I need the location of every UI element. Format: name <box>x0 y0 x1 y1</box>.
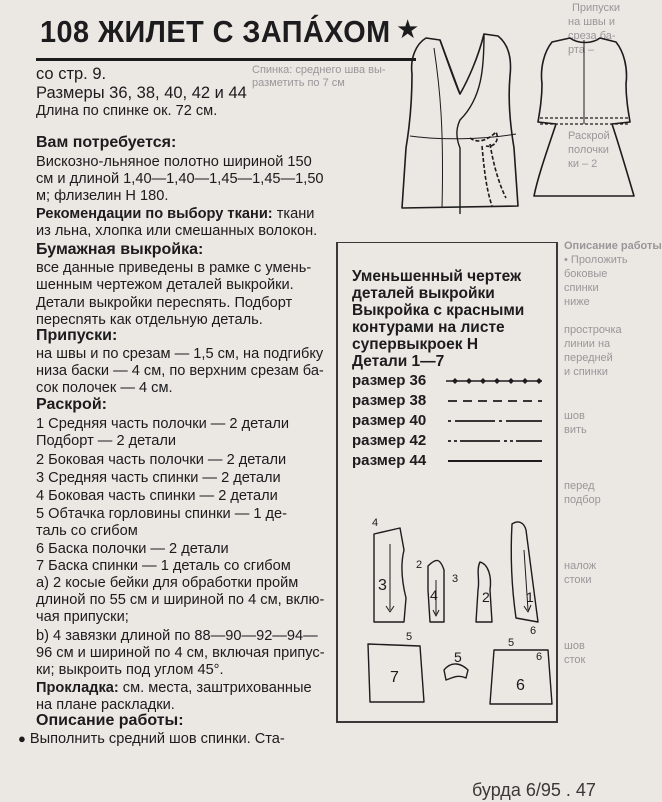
bleed-right-line: перед <box>564 480 595 492</box>
vest-front-neckline <box>440 40 460 94</box>
pattern-piece-number: 5 <box>508 637 515 649</box>
cutting-item: таль со сгибом <box>36 523 138 539</box>
bleed-right-line: линии на <box>564 338 611 350</box>
size-36-line-sample <box>444 374 544 388</box>
diagram-title-line: Детали 1—7 <box>352 353 445 370</box>
sizes-line: Размеры 36, 38, 40, 42 и 44 <box>36 84 247 102</box>
bleed-right-line: ки – 2 <box>568 158 598 170</box>
bleed-right-line: ниже <box>564 296 590 308</box>
fabric-heading: Рекомендации по выбору ткани: <box>36 206 273 222</box>
bleed-right-line: передней <box>564 352 613 364</box>
vest-back-illustration <box>530 28 638 198</box>
interfacing-heading-line <box>36 680 312 696</box>
pattern-line: все данные приведены в рамке с умень- <box>36 260 312 276</box>
vest-front-illustration <box>398 28 534 224</box>
size-38-line-sample <box>444 394 544 408</box>
size-legend-label: размер 38 <box>352 392 427 409</box>
length-line: Длина по спинке ок. 72 см. <box>36 103 218 119</box>
cutting-item: 6 Баска полочки — 2 детали <box>36 541 229 557</box>
size-40-line-sample <box>444 414 544 428</box>
bleed-right-line: полочки <box>568 144 609 156</box>
pattern-piece-3-grain <box>386 544 394 612</box>
work-heading: Описание работы: <box>36 712 184 729</box>
bleed-right-line: подбор <box>564 494 601 506</box>
cutting-item: ки; выкроить под углом 45°. <box>36 662 224 678</box>
cutting-item: b) 4 завязки длиной по 88—90—92—94— <box>36 628 318 644</box>
bleed-right-line: среза ба- <box>568 30 616 42</box>
cutting-item: 7 Баска спинки — 1 деталь со сгибом <box>36 558 291 574</box>
vest-front-wrap-edge <box>457 34 484 214</box>
size-legend-label: размер 40 <box>352 412 427 429</box>
bleed-right-line: Описание работы <box>564 240 662 252</box>
cutting-heading: Раскрой: <box>36 396 107 413</box>
pattern-piece-number: 1 <box>526 589 534 605</box>
bleed-right-line: спинки <box>564 282 599 294</box>
pattern-piece-number: 2 <box>482 589 490 605</box>
materials-line: см и длиной 1,40—1,40—1,45—1,45—1,50 <box>36 171 324 187</box>
pattern-piece-number: 6 <box>536 651 543 663</box>
bleed-right-line: налож <box>564 560 597 572</box>
cutting-item: чая припуски; <box>36 609 129 625</box>
bleed-right-line: рта – <box>568 44 595 56</box>
size-44-line-sample <box>444 454 544 468</box>
materials-line: Вискозно-льняное полотно шириной 150 <box>36 154 312 170</box>
vest-front-tie <box>470 132 506 206</box>
fabric-heading-line <box>36 206 314 222</box>
pattern-piece-5 <box>444 664 468 680</box>
size-42-line-sample <box>444 434 544 448</box>
pattern-line: пересnять как отдельную деталь. <box>36 312 263 328</box>
fabric-line: из льна, хлопка или смешанных волокон. <box>36 223 318 239</box>
diagram-title-line: Уменьшенный чертеж <box>352 268 522 285</box>
pattern-piece-number: 6 <box>530 625 537 637</box>
pattern-piece-number: 3 <box>378 577 387 594</box>
diagram-title-line: деталей выкройки <box>352 285 495 302</box>
bleed-right-line: шов <box>564 640 585 652</box>
pattern-piece-number: 7 <box>390 669 399 686</box>
bleed-right-line: сток <box>564 654 586 666</box>
page-title: 108 ЖИЛЕТ С ЗАПÁХОМ <box>40 14 391 49</box>
allowances-heading: Припуски: <box>36 327 118 344</box>
diagram-title-line: Выкройка с красными <box>352 302 525 319</box>
materials-heading: Вам потребуется: <box>36 134 177 151</box>
cutting-item: 1 Средняя часть полочки — 2 детали <box>36 416 290 432</box>
materials-line: м; флизелин Н 180. <box>36 188 169 204</box>
bleed-left-1: Спинка: среднего шва вы- <box>252 64 386 76</box>
bleed-left-2: разметить по 7 см <box>252 77 345 89</box>
allowances-line: на швы и по срезам — 1,5 см, на подгибку <box>36 346 324 362</box>
page-footer: бурда 6/95 . 47 <box>472 780 596 800</box>
bleed-right-line: на швы и <box>568 16 616 28</box>
bleed-right-line: вить <box>564 424 587 436</box>
diagram-title-line: контурами на листе <box>352 319 505 336</box>
interfacing-heading-tail: см. места, заштрихованные <box>118 680 312 696</box>
pattern-piece-number: 4 <box>430 587 438 603</box>
interfacing-heading: Прокладка: <box>36 680 119 696</box>
cutting-item: 3 Средняя часть спинки — 2 детали <box>36 470 281 486</box>
work-first-line: Выполнить средний шов спинки. Ста- <box>29 731 285 747</box>
bleed-right-line: шов <box>564 410 585 422</box>
pattern-piece-number: 5 <box>406 631 413 643</box>
star-icon: ★ <box>396 14 420 44</box>
pattern-piece-number: 6 <box>516 677 525 694</box>
pattern-piece-number: 3 <box>452 573 459 585</box>
work-line <box>18 731 285 747</box>
allowances-line: низа баски — 4 см, по верхним срезам ба- <box>36 363 324 379</box>
bullet-icon: ● <box>18 731 26 746</box>
cutting-item: 5 Обтачка горловины спинки — 1 де- <box>36 506 288 522</box>
pattern-line: Детали выкройки пересnять. Подборт <box>36 295 293 311</box>
page-reference: со стр. 9. <box>36 65 107 83</box>
pattern-piece-number: 5 <box>454 649 462 665</box>
size-legend-label: размер 42 <box>352 432 427 449</box>
pattern-piece-number: 2 <box>416 559 423 571</box>
cutting-item: а) 2 косые бейки для обработки пройм <box>36 575 299 591</box>
bleed-right-line: боковые <box>564 268 608 280</box>
cutting-item: длиной по 55 см и шириной по 4 см, вклю- <box>36 592 325 608</box>
interfacing-line: на плане раскладки. <box>36 697 175 713</box>
vest-front-seam <box>434 48 443 208</box>
pattern-line: шенным чертежом деталей выкройки. <box>36 277 294 293</box>
allowances-line: сок полочек — 4 см. <box>36 380 173 396</box>
cutting-item: 4 Боковая часть спинки — 2 детали <box>36 488 278 504</box>
size-legend-label: размер 36 <box>352 372 427 389</box>
pattern-heading: Бумажная выкройка: <box>36 241 204 258</box>
cutting-item: Подборт — 2 детали <box>36 433 177 449</box>
bleed-right-line: стоки <box>564 574 592 586</box>
vest-front-waist <box>410 134 516 139</box>
size-legend-label: размер 44 <box>352 452 427 469</box>
diagram-title-line: супервыкроек Н <box>352 336 479 353</box>
cutting-item: 96 см и шириной по 4 см, включая припус- <box>36 645 325 661</box>
bleed-right-line: прострочка <box>564 324 622 336</box>
bleed-right-line: • Проложить <box>564 254 628 266</box>
bleed-right-line: Припуски <box>572 2 620 14</box>
bleed-right-line: Раскрой <box>568 130 610 142</box>
bleed-right-line: и спинки <box>564 366 608 378</box>
cutting-item: 2 Боковая часть полочки — 2 детали <box>36 452 287 468</box>
fabric-heading-tail: ткани <box>272 206 315 222</box>
pattern-piece-number: 4 <box>372 517 379 529</box>
pattern-pieces-drawing <box>340 510 552 716</box>
